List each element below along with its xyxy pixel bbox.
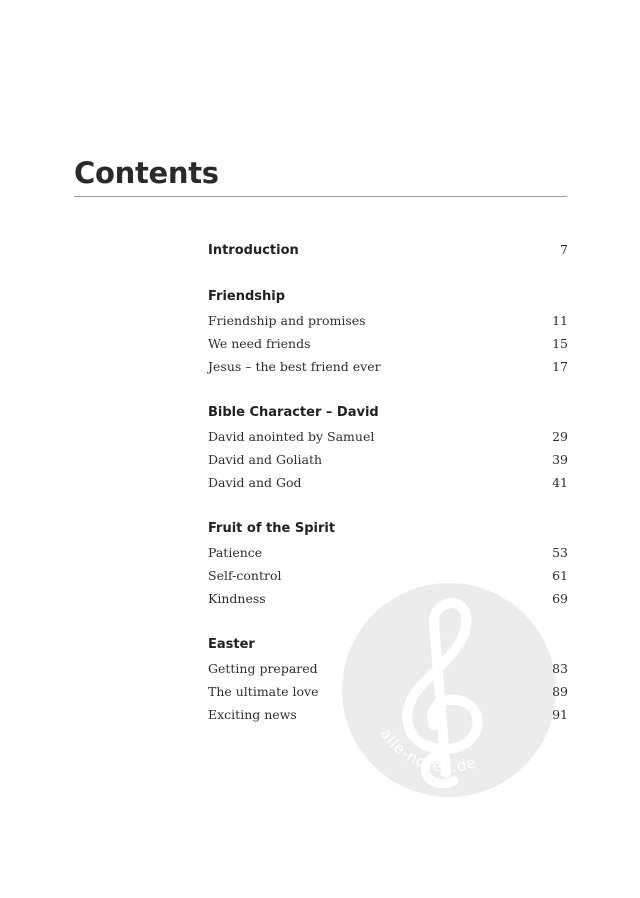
toc-entry[interactable] [208, 591, 568, 606]
section-heading-bible-character-david: Bible Character – David [208, 405, 379, 420]
section-heading-friendship: Friendship [208, 289, 286, 304]
toc-entry-page: 61 [552, 568, 568, 583]
toc-entry-title: David and Goliath [208, 452, 323, 467]
toc-entry-title: Jesus – the best friend ever [208, 359, 381, 374]
toc-entry[interactable] [208, 684, 568, 699]
toc-entry-title: Friendship and promises [208, 313, 366, 328]
toc-entry[interactable] [208, 336, 568, 351]
toc-entry-title: Self-control [208, 568, 282, 583]
section-heading-fruit-of-the-spirit: Fruit of the Spirit [208, 521, 336, 536]
toc-entry[interactable] [208, 475, 568, 490]
toc-entry[interactable] [208, 429, 568, 444]
toc-entry[interactable] [208, 545, 568, 560]
toc-entry[interactable] [208, 568, 568, 583]
toc-entry-page: 17 [552, 359, 568, 374]
toc-entry-page: 89 [552, 684, 568, 699]
toc-entry-title: Getting prepared [208, 661, 318, 676]
section-heading-easter: Easter [208, 637, 255, 652]
toc-entry-title: Patience [208, 545, 263, 560]
toc-entry-title: Kindness [208, 591, 266, 606]
toc-entry-title: David anointed by Samuel [208, 429, 375, 444]
toc-intro-title: Introduction [208, 243, 299, 258]
toc-entry-page: 83 [552, 661, 568, 676]
toc-entry[interactable] [208, 452, 568, 467]
toc-entry-title: The ultimate love [208, 684, 319, 699]
toc-entry-page: 39 [552, 452, 568, 467]
toc-entry[interactable] [208, 359, 568, 374]
toc-entry[interactable] [208, 661, 568, 676]
toc-intro[interactable] [208, 242, 568, 258]
toc-entry-title: We need friends [208, 336, 311, 351]
toc-entry-page: 53 [552, 545, 568, 560]
toc-entry-page: 29 [552, 429, 568, 444]
toc-entry-page: 91 [552, 707, 568, 722]
toc-entry[interactable] [208, 707, 568, 722]
toc-entry-page: 11 [552, 313, 568, 328]
toc-intro-page: 7 [560, 242, 568, 257]
toc-entry-page: 41 [552, 475, 568, 490]
toc-entry-page: 15 [552, 336, 568, 351]
toc-entry-page: 69 [552, 591, 568, 606]
toc-entry-title: David and God [208, 475, 302, 490]
toc-entry-title: Exciting news [208, 707, 297, 722]
watermark-text: alle-noten.de [376, 725, 479, 776]
toc-entry[interactable] [208, 313, 568, 328]
page-title: Contents [74, 156, 219, 190]
title-rule [74, 196, 567, 197]
